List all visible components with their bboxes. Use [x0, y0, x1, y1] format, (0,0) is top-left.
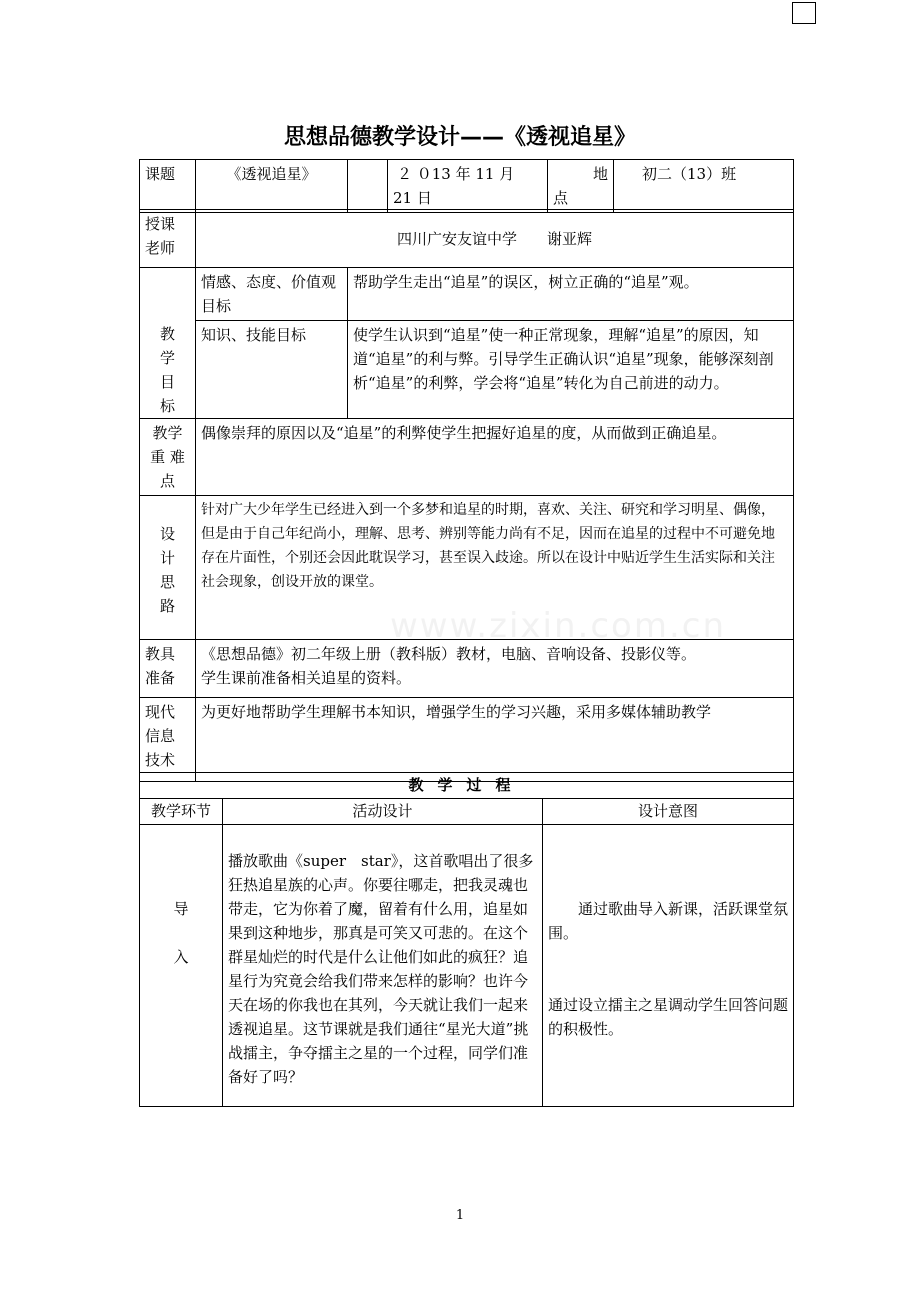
it-value: 为更好地帮助学生理解书本知识，增强学生的学习兴趣，采用多媒体辅助教学: [196, 698, 794, 782]
corner-checkbox: [792, 2, 816, 24]
col-stage-header: 教学环节: [140, 799, 223, 825]
info-table: [139, 159, 794, 213]
materials-line-2: 学生课前准备相关追星的资料。: [201, 669, 412, 687]
emotion-goal-value: 帮助学生走出“追星”的误区，树立正确的“追星”观。: [348, 268, 794, 321]
intent-1: 通过歌曲导入新课，活跃课堂氛围。: [548, 900, 789, 942]
intent-2: 通过设立擂主之星调动学生回答问题的积极性。: [548, 996, 789, 1038]
page-number: 1: [455, 1208, 465, 1223]
key-points-value: 偶像崇拜的原因以及“追星”的利弊使学生把握好追星的度，从而做到正确追星。: [196, 419, 794, 496]
materials-value-cell: [196, 640, 794, 698]
design-value: 针对广大少年学生已经进入到一个多梦和追星的时期，喜欢、关注、研究和学习明星、偶像，但是由于自己年纪尚小，理解、思考、辨别等能力尚有不足，因而在追星的过程中不可避免地存在片面性，个别还会因此耽误学习，甚至误入歧途。所以在设计中贴近学生生活实际和关注社会现象，创设开放的课堂。: [196, 496, 794, 640]
materials-line-1: 《思想品德》初二年级上册（教科版）教材，电脑、音响设备、投影仪等。: [201, 645, 697, 663]
goals-label-3: 目: [159, 373, 175, 391]
place-label-2: 点: [553, 189, 569, 207]
process-heading: 教学过程: [140, 773, 794, 799]
design-label-3: 思: [159, 573, 175, 591]
teacher-label-cell: [140, 210, 196, 268]
key-points-label-cell: [140, 419, 196, 496]
materials-label-2: 准备: [145, 669, 176, 687]
it-label-3: 技术: [145, 751, 176, 769]
intent-cell: [543, 825, 794, 1107]
key-points-label-2: 重 难: [150, 448, 185, 466]
it-label-1: 现代: [145, 703, 176, 721]
goals-label-1: 教: [159, 325, 175, 343]
document-title: 思想品德教学设计——《透视追星》: [283, 125, 636, 150]
activity-text: 播放歌曲《super star》，这首歌唱出了很多狂热追星族的心声。你要往哪走，把我灵魂也带走，它为你着了魔，留着有什么用，追星如果到这种地步，那真是可笑又可悲的。在这个群星灿烂的时代是什么让他们如此的疯狂？追星行为究竟会给我们带来怎样的影响？也许今天在场的你我也在其列，今天就让我们一起来透视追星。这节课就是我们通往“星光大道”挑战擂主，争夺擂主之星的一个过程，同学们准备好了吗？: [223, 825, 543, 1107]
goals-label-4: 标: [159, 397, 175, 415]
place-value: 初二（13）班: [614, 160, 794, 213]
teacher-label-1: 授课: [145, 215, 176, 233]
stage-label-2: 入: [173, 948, 189, 966]
it-label-cell: [140, 698, 196, 782]
it-label-2: 信息: [145, 727, 176, 745]
goals-label-cell: [140, 268, 196, 419]
goals-label-2: 学: [159, 349, 175, 367]
key-points-label-1: 教学: [152, 424, 183, 442]
watermark: www.zixin.com.cn: [390, 606, 726, 646]
design-label-cell: [140, 496, 196, 640]
teacher-value: 四川广安友谊中学 谢亚辉: [196, 210, 794, 268]
emotion-goal-label: 情感、态度、价值观目标: [196, 268, 348, 321]
place-label-cell: [548, 160, 614, 213]
materials-label-cell: [140, 640, 196, 698]
col-intent-header: 设计意图: [543, 799, 794, 825]
place-label-1: 地: [592, 165, 608, 183]
process-table: [139, 772, 794, 1107]
key-points-label-3: 点: [159, 472, 175, 490]
topic-value: 《透视追星》: [196, 160, 348, 213]
knowledge-goal-value: 使学生认识到“追星”使一种正常现象，理解“追星”的原因，知道“追星”的利与弊。引导学生正确认识“追星”现象，能够深刻剖析“追星”的利弊，学会将“追星”转化为自己前进的动力。: [348, 321, 794, 419]
design-label-2: 计: [159, 549, 175, 567]
design-label-1: 设: [159, 525, 175, 543]
col-activity-header: 活动设计: [223, 799, 543, 825]
stage-label-1: 导: [173, 900, 189, 918]
date-cell: [388, 160, 548, 213]
knowledge-goal-label: 知识、技能目标: [196, 321, 348, 419]
main-table: [139, 209, 794, 782]
date-line-2: 21 日: [393, 189, 432, 207]
stage-label-cell: [140, 825, 223, 1107]
design-label-4: 路: [159, 597, 175, 615]
materials-label-1: 教具: [145, 645, 176, 663]
date-line-1: ２ ０13 年 11 月: [397, 165, 515, 183]
teacher-label-2: 老师: [145, 239, 176, 257]
topic-label: 课题: [140, 160, 196, 213]
empty-cell: [348, 160, 388, 213]
